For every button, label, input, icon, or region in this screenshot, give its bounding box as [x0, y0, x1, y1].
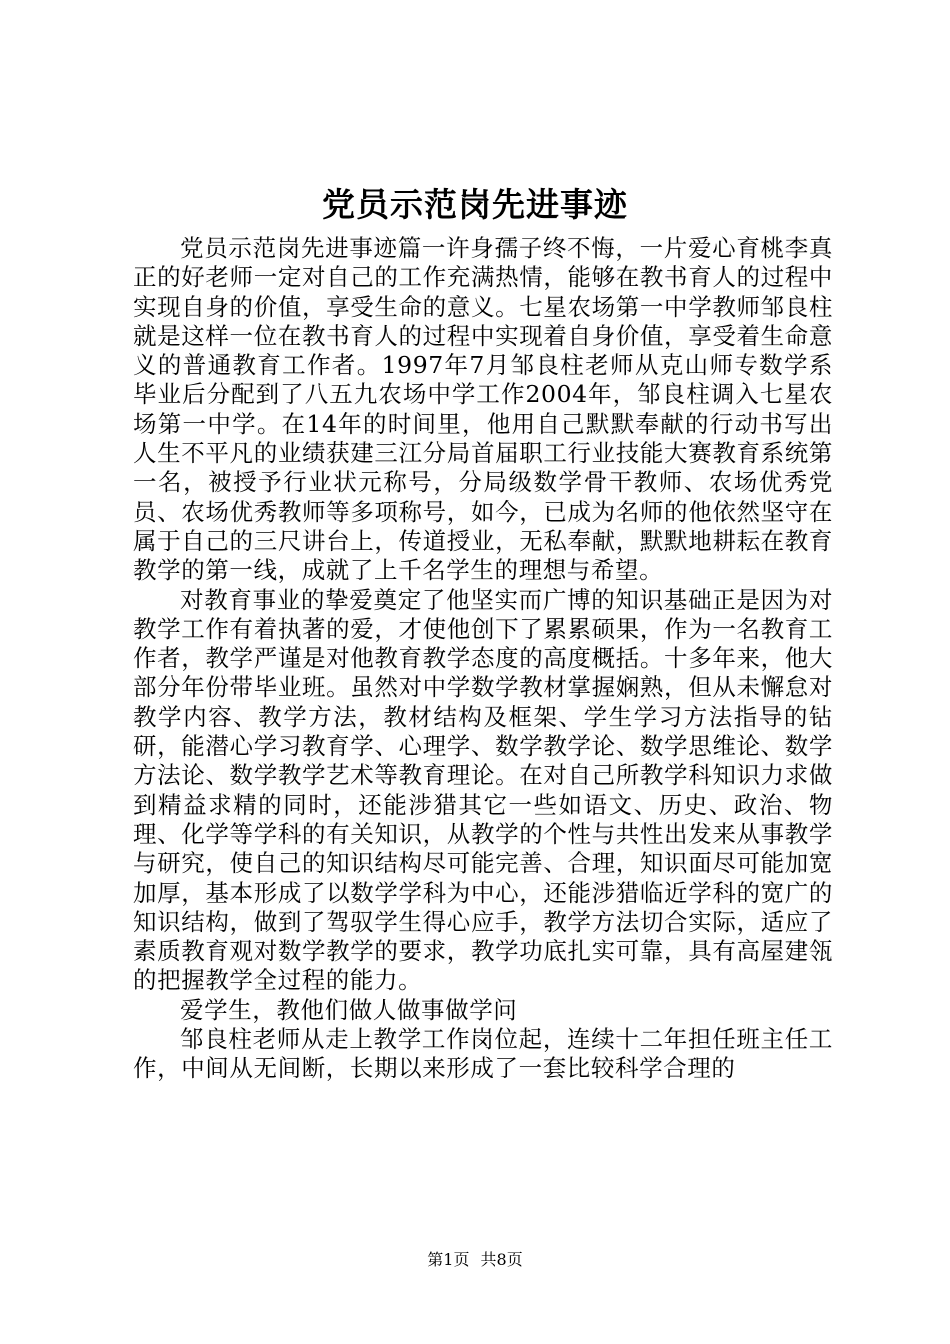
paragraph-class-teacher: 邹良柱老师从走上教学工作岗位起，连续十二年担任班主任工作，中间从无间断，长期以来形成了一套比较科学合理的: [133, 1025, 833, 1083]
page-total: 共8页: [480, 1250, 523, 1269]
document-body: [133, 234, 833, 1084]
document-title: 党员示范岗先进事迹: [322, 185, 628, 224]
paragraph-intro: 党员示范岗先进事迹篇一许身孺子终不悔，一片爱心育桃李真正的好老师一定对自己的工作充满热情，能够在教书育人的过程中实现自身的价值，享受生命的意义。七星农场第一中学教师邹良柱就是这样一位在教书育人的过程中实现着自身价值，享受着生命意义的普通教育工作者。1997年7月邹良柱老师从克山师专数学系毕业后分配到了八五九农场中学工作2004年，邹良柱调入七星农场第一中学。在14年的时间里，他用自己默默奉献的行动书写出人生不平凡的业绩获建三江分局首届职工行业技能大赛教育系统第一名，被授予行业状元称号，分局级数学骨干教师、农场优秀党员、农场优秀教师等多项称号，如今，已成为名师的他依然坚守在属于自己的三尺讲台上，传道授业，无私奉献，默默地耕耘在教育教学的第一线，成就了上千名学生的理想与希望。: [133, 234, 833, 585]
page-footer: [0, 1250, 950, 1270]
page-number: 第1页: [427, 1250, 470, 1269]
paragraph-knowledge: 对教育事业的挚爱奠定了他坚实而广博的知识基础正是因为对教学工作有着执著的爱，才使他创下了累累硕果，作为一名教育工作者，教学严谨是对他教育教学态度的高度概括。十多年来，他大部分年份带毕业班。虽然对中学数学教材掌握娴熟，但从未懈怠对教学内容、教学方法，教材结构及框架、学生学习方法指导的钻研，能潜心学习教育学、心理学、数学教学论、数学思维论、数学方法论、数学教学艺术等教育理论。在对自己所教学科知识力求做到精益求精的同时，还能涉猎其它一些如语文、历史、政治、物理、化学等学科的有关知识，从教学的个性与共性出发来从事教学与研究，使自己的知识结构尽可能完善、合理，知识面尽可能加宽加厚，基本形成了以数学学科为中心，还能涉猎临近学科的宽广的知识结构，做到了驾驭学生得心应手，教学方法切合实际，适应了素质教育观对数学教学的要求，教学功底扎实可靠，具有高屋建瓴的把握教学全过程的能力。: [133, 585, 833, 995]
section-heading: 爱学生，教他们做人做事做学问: [180, 995, 518, 1024]
